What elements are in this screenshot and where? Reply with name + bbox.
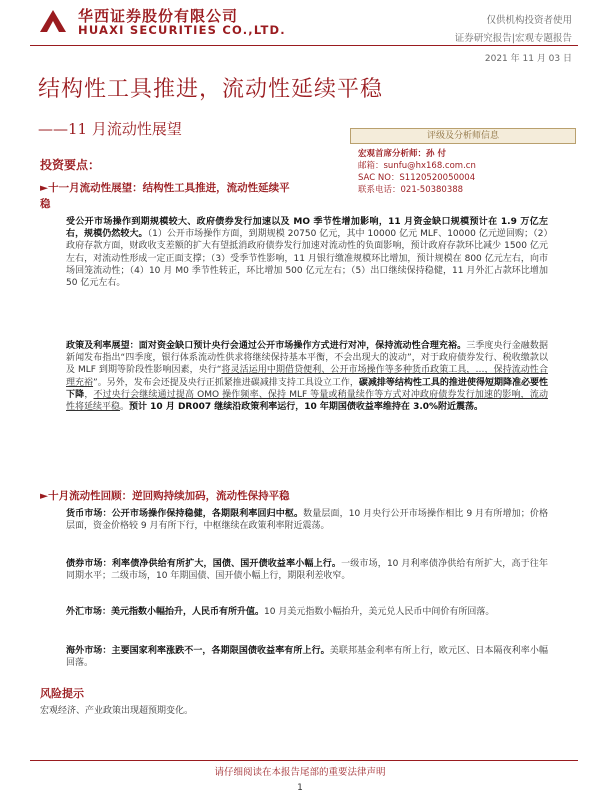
p5-bold: 外汇市场：美元指数小幅抬升，人民币有所升值。 (66, 607, 265, 617)
p5-text: 10 月美元指数小幅抬升，美元兑人民币中间价有所回落。 (264, 607, 495, 617)
paragraph-policy-outlook (66, 340, 548, 413)
huaxi-logo-icon (38, 8, 68, 34)
analyst-name: 孙 付 (426, 149, 446, 159)
report-date: 2021 年 11 月 03 日 (484, 54, 572, 64)
risk-heading: 风险提示 (40, 687, 84, 700)
p2-bold-3: 预计 10 月 DR007 继续沿政策利率运行，10 年期国债收益率维持在 3.0%附近震荡。 (129, 402, 484, 413)
analyst-line (358, 147, 446, 159)
footer-divider (30, 760, 578, 761)
audience-note: 仅供机构投资者使用 (486, 15, 572, 26)
p1-bold: 受公开市场操作到期规模较大、政府债券发行加速以及 MO 季节性增加影响，11 月资金缺口规模预计在 1.9 万亿左右，规模仍然较大。 (66, 217, 548, 240)
analyst-sac: SAC NO：S1120520050004 (358, 173, 476, 183)
p2-underline-1: 将灵活运用中期借贷便利、公开市场操作等多种货币政策工具，…，保持流动性合理充裕 (66, 365, 548, 388)
paragraph-money-market (66, 508, 548, 532)
analyst-label: 宏观首席分析师： (358, 149, 427, 159)
p2-text-b: ”。另外，发布会还提及央行正抓紧推进碳减排支持工具设立工作， (93, 377, 359, 388)
p6-text: 美联邦基金利率有所上行，欧元区、日本隔夜利率小幅回落。 (66, 646, 548, 669)
p2-bold-2: 碳减排等结构性工具的推进使得短期降准必要性下降 (66, 377, 548, 400)
p4-bold: 债券市场：利率债净供给有所扩大，国债、国开债收益率小幅上行。 (66, 559, 342, 569)
p2-text-d: 。 (120, 402, 130, 413)
report-type: 证券研究报告|宏观专题报告 (454, 33, 572, 44)
p3-text: 数量层面，10 月央行公开市场操作相比 9 月有所增加；价格层面，资金价格较 9 月有所下行，中枢继续在政策利率附近震荡。 (66, 509, 548, 532)
paragraph-bond-market (66, 558, 548, 582)
paragraph-overseas-market (66, 645, 548, 669)
analyst-info-box (350, 128, 576, 196)
section-heading-october: ►十月流动性回顾：逆回购持续加码，流动性保持平稳 (40, 490, 290, 502)
report-title: 结构性工具推进，流动性延续平稳 (38, 77, 384, 102)
p2-underline-2: 不过央行会继续通过提高 OMO 操作频率、保持 MLF 等量或稍量续作等方式对冲政府债券发行加速的影响，流动性将延续平稳 (66, 389, 548, 413)
investment-points-heading: 投资要点： (40, 158, 101, 172)
p6-bold: 海外市场：主要国家利率涨跌不一，各期限国债收益率有所上行。 (66, 646, 330, 656)
analyst-phone: 联系电话：021-50380388 (358, 185, 464, 195)
p2-text-a: 三季度央行金融数据新闻发布指出“四季度，银行体系流动性供求将继续保持基本平衡，不会出现大的波动”，对于政府债券发行、税收缴款以及 MLF 到期等阶段性影响因素，央行“ (66, 341, 548, 376)
p2-bold: 政策及利率展望：面对资金缺口预计央行会通过公开市场操作方式进行对冲，保持流动性合理充裕。 (66, 341, 467, 351)
footer-disclaimer[interactable]: 请仔细阅读在本报告尾部的重要法律声明 (214, 767, 386, 778)
header-divider (30, 45, 578, 46)
paragraph-liquidity-gap (66, 216, 548, 289)
paragraph-fx-market (66, 606, 548, 618)
brand-name-cn: 华西证券股份有限公司 (78, 7, 239, 25)
p1-text: （1）公开市场操作方面，到期规模 20750 亿元，其中 10000 亿元 MLF、10000 亿元逆回购；（2）政府存款方面，财政收支差额的扩大有望抵消政府债券发行加速对流动性的负面影响，预计政府存款环比减少 1500 亿元左右，对流动性形成一定正面支撑；（3）受季节性影响，11 月银行缴准规模环比增加，预计规模在 800 亿元左右，向市场回笼流动性；（4）10 月 M0 季节性转正，环比增加 500 亿元左右；（5）出口继续保持稳健，11 月外汇占款环比增加 50 亿元左右。 (66, 229, 548, 289)
page-number: 1 (297, 783, 303, 793)
section-heading-november: ►十一月流动性展望：结构性工具推进，流动性延续平 (40, 182, 290, 194)
section-heading-november-cont: 稳 (40, 198, 51, 210)
info-box-heading: 评级及分析师信息 (350, 128, 576, 144)
p4-text: 一级市场，10 月利率债净供给有所扩大，高于往年同期水平；二级市场，10 年期国债、国开债小幅上行，期限利差收窄。 (66, 559, 548, 582)
analyst-email[interactable]: 邮箱：sunfu@hx168.com.cn (358, 161, 476, 171)
report-subtitle: ——11 月流动性展望 (38, 120, 182, 138)
brand-name-en: HUAXI SECURITIES CO.,LTD. (78, 23, 286, 37)
p3-bold: 货币市场：公开市场操作保持稳健，各期限利率回归中枢。 (66, 509, 304, 519)
p2-text-c: ， (84, 389, 94, 400)
risk-text: 宏观经济、产业政策出现超预期变化。 (40, 706, 194, 716)
